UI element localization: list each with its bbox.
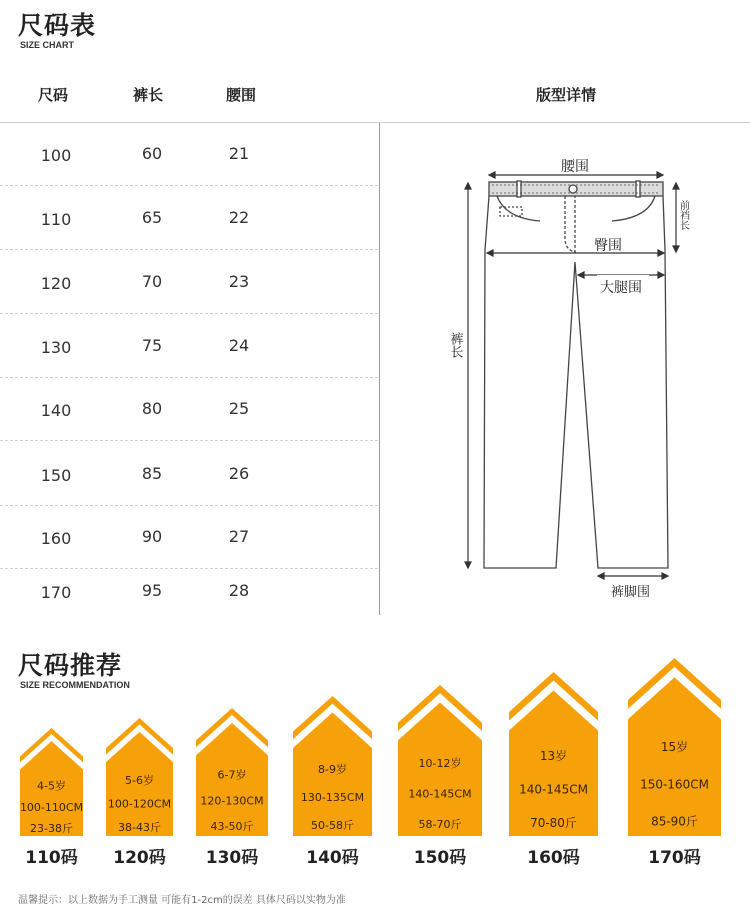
card-weight: 23-38斤	[30, 822, 73, 836]
header-divider	[0, 122, 750, 123]
table-cell: 75	[141, 336, 163, 355]
table-cell: 110	[40, 210, 72, 229]
card-weight: 38-43斤	[118, 821, 161, 835]
card-age: 6-7岁	[217, 768, 247, 782]
table-cell: 150	[40, 466, 72, 485]
card-size-label: 160码	[527, 848, 580, 868]
card-age: 4-5岁	[37, 779, 66, 793]
table-cell: 24	[228, 336, 250, 355]
table-cell: 85	[141, 464, 163, 483]
recommendation-subtitle: SIZE RECOMMENDATION	[20, 680, 130, 690]
label-hem: 裤脚围	[611, 585, 651, 600]
table-cell: 27	[228, 527, 250, 546]
table-cell: 60	[141, 144, 163, 163]
table-cell: 28	[228, 581, 250, 600]
size-card	[293, 696, 372, 836]
row-divider	[0, 440, 378, 441]
card-size-label: 120码	[113, 848, 166, 868]
column-header-size: 尺码	[38, 86, 69, 104]
label-waist: 腰围	[561, 159, 589, 175]
column-header-waist: 腰围	[226, 86, 257, 104]
table-cell: 22	[228, 208, 250, 227]
table-cell: 25	[228, 399, 250, 418]
pants-diagram	[440, 150, 710, 600]
table-cell: 70	[141, 272, 163, 291]
card-height: 140-145CM	[519, 782, 588, 797]
card-age: 5-6岁	[125, 773, 154, 787]
size-chart-title: 尺码表	[18, 11, 97, 40]
size-card	[509, 672, 598, 836]
card-size-label: 150码	[413, 848, 467, 868]
table-cell: 21	[228, 144, 250, 163]
table-cell: 140	[40, 401, 72, 420]
table-cell: 26	[228, 464, 250, 483]
table-cell: 23	[228, 272, 250, 291]
card-height: 150-160CM	[640, 777, 709, 792]
card-weight: 85-90斤	[651, 814, 698, 829]
table-cell: 80	[141, 399, 163, 418]
card-height: 100-120CM	[107, 797, 172, 811]
card-age: 8-9岁	[318, 762, 347, 776]
row-divider	[0, 505, 378, 506]
card-size-label: 130码	[205, 848, 259, 868]
card-weight: 58-70斤	[418, 818, 462, 832]
size-card	[628, 658, 721, 836]
label-length: 裤长	[447, 332, 463, 358]
table-cell: 90	[141, 527, 163, 546]
column-header-length: 裤长	[133, 86, 164, 104]
table-cell: 120	[40, 274, 72, 293]
size-card	[196, 708, 268, 836]
card-height: 140-145CM	[408, 787, 472, 801]
card-size-label: 140码	[306, 848, 359, 868]
detail-title: 版型详情	[536, 86, 597, 104]
size-chart-subtitle: SIZE CHART	[20, 40, 74, 50]
card-size-label: 110码	[25, 848, 78, 868]
row-divider	[0, 377, 378, 378]
recommendation-title: 尺码推荐	[18, 651, 123, 680]
size-card	[20, 728, 83, 836]
card-weight: 43-50斤	[210, 820, 254, 834]
card-age: 13岁	[539, 748, 568, 763]
label-front-rise: 前裆长	[677, 200, 689, 230]
table-cell: 130	[40, 338, 72, 357]
row-divider	[0, 313, 378, 314]
row-divider	[0, 249, 378, 250]
table-cell: 100	[40, 146, 72, 165]
card-age: 10-12岁	[418, 756, 462, 770]
card-height: 130-135CM	[300, 791, 365, 805]
size-card	[398, 685, 482, 836]
card-age: 15岁	[660, 739, 689, 754]
card-weight: 70-80斤	[530, 816, 577, 831]
vertical-divider	[379, 123, 380, 615]
table-cell: 65	[141, 208, 163, 227]
table-cell: 95	[141, 581, 163, 600]
table-cell: 160	[40, 529, 72, 548]
card-height: 120-130CM	[200, 794, 264, 808]
card-weight: 50-58斤	[311, 819, 354, 833]
card-height: 100-110CM	[20, 800, 83, 814]
label-thigh: 大腿围	[600, 280, 642, 296]
footer-note: 温馨提示：以上数据为手工测量 可能有1-2cm的误差 具体尺码以实物为准	[18, 895, 346, 906]
row-divider	[0, 185, 378, 186]
table-cell: 170	[40, 583, 72, 602]
size-card	[106, 718, 173, 836]
row-divider	[0, 568, 378, 569]
card-size-label: 170码	[648, 848, 701, 868]
label-hip: 臀围	[594, 238, 622, 254]
